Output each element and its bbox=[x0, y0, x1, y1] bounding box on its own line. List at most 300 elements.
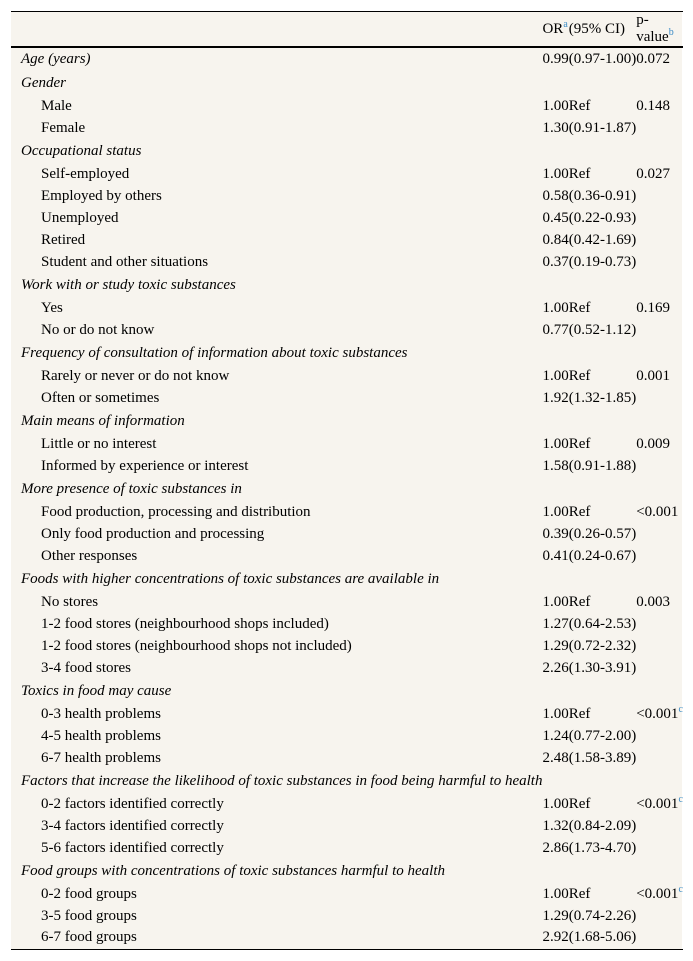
row-ci bbox=[569, 703, 637, 725]
row-ci bbox=[569, 433, 637, 455]
table-row bbox=[11, 883, 683, 905]
row-or bbox=[542, 905, 568, 927]
row-or bbox=[542, 251, 568, 273]
row-ci-text: Ref bbox=[568, 165, 591, 182]
row-pvalue bbox=[636, 163, 683, 185]
row-ci bbox=[569, 635, 637, 657]
row-label bbox=[11, 725, 542, 747]
row-ci-text: Ref bbox=[568, 885, 591, 902]
row-label-text: Retired bbox=[41, 231, 86, 248]
row-ci bbox=[569, 229, 637, 251]
row-label-text: Food production, processing and distribution bbox=[41, 503, 311, 520]
table-row bbox=[11, 163, 683, 185]
table-row bbox=[11, 523, 683, 545]
row-or bbox=[542, 725, 568, 747]
row-label-text: Foods with higher concentrations of toxic substances are available in bbox=[21, 570, 440, 587]
row-label bbox=[11, 207, 542, 229]
row-or-text: 1.92 bbox=[542, 389, 569, 406]
table-row bbox=[11, 545, 683, 567]
row-label bbox=[11, 139, 542, 163]
row-ci-text: (0.91-1.88) bbox=[568, 457, 637, 474]
row-pvalue bbox=[636, 319, 683, 341]
row-or-text: 1.00 bbox=[542, 435, 569, 452]
row-or-text: 1.29 bbox=[542, 907, 569, 924]
row-label bbox=[11, 657, 542, 679]
row-label bbox=[11, 477, 542, 501]
row-ci-text: (0.74-2.26) bbox=[568, 907, 637, 924]
row-pvalue bbox=[636, 387, 683, 409]
row-label bbox=[11, 905, 542, 927]
table-row bbox=[11, 185, 683, 207]
row-label-text: Main means of information bbox=[21, 412, 185, 429]
table-row bbox=[11, 725, 683, 747]
row-ci-text: Ref bbox=[568, 435, 591, 452]
row-pvalue bbox=[636, 409, 683, 433]
row-or bbox=[542, 71, 568, 95]
table-row bbox=[11, 613, 683, 635]
row-or bbox=[542, 319, 568, 341]
row-pvalue-text: <0.001 bbox=[636, 795, 679, 812]
table-row bbox=[11, 657, 683, 679]
row-label-text: Little or no interest bbox=[41, 435, 157, 452]
row-or-text: 1.58 bbox=[542, 457, 569, 474]
row-or bbox=[542, 341, 568, 365]
row-pvalue bbox=[636, 273, 683, 297]
row-label-text: Yes bbox=[41, 299, 63, 316]
row-or bbox=[542, 185, 568, 207]
row-label bbox=[11, 679, 542, 703]
row-label bbox=[11, 251, 542, 273]
row-pvalue bbox=[636, 229, 683, 251]
table-category-row bbox=[11, 409, 683, 433]
row-or bbox=[542, 433, 568, 455]
row-ci bbox=[569, 341, 637, 365]
row-or-text: 1.00 bbox=[542, 299, 569, 316]
row-ci bbox=[569, 163, 637, 185]
row-ci-text: (0.97-1.00) bbox=[568, 51, 637, 67]
row-label-text: 4-5 health problems bbox=[41, 727, 161, 744]
row-or-text: 0.99 bbox=[542, 51, 569, 67]
row-ci-text: Ref bbox=[568, 97, 591, 114]
footnote-b-marker[interactable]: b bbox=[668, 27, 674, 38]
row-or-text: 0.58 bbox=[542, 187, 569, 204]
row-ci bbox=[569, 501, 637, 523]
row-or-text: 2.92 bbox=[542, 929, 569, 946]
row-or-text: 1.27 bbox=[542, 615, 569, 632]
row-label bbox=[11, 297, 542, 319]
table-row bbox=[11, 905, 683, 927]
table-row bbox=[11, 635, 683, 657]
row-pvalue bbox=[636, 185, 683, 207]
row-label-text: Male bbox=[41, 97, 72, 114]
row-pvalue bbox=[636, 341, 683, 365]
row-label bbox=[11, 793, 542, 815]
row-label bbox=[11, 341, 542, 365]
table-row bbox=[11, 365, 683, 387]
row-label bbox=[11, 523, 542, 545]
table-body bbox=[11, 47, 683, 949]
row-ci bbox=[569, 409, 637, 433]
row-label-text: Food groups with concentrations of toxic substances harmful to health bbox=[21, 862, 445, 879]
table-category-row bbox=[11, 273, 683, 297]
row-ci bbox=[569, 95, 637, 117]
row-pvalue bbox=[636, 523, 683, 545]
row-label-text: Frequency of consultation of information about toxic substances bbox=[21, 344, 408, 361]
row-label-text: 0-2 food groups bbox=[41, 885, 137, 902]
row-or bbox=[542, 273, 568, 297]
row-ci-text: Ref bbox=[568, 367, 591, 384]
table-row bbox=[11, 793, 683, 815]
row-ci-text: (0.91-1.87) bbox=[568, 119, 637, 136]
row-or bbox=[542, 657, 568, 679]
row-pvalue bbox=[636, 883, 683, 905]
row-ci bbox=[569, 793, 637, 815]
row-ci bbox=[569, 47, 637, 71]
table-row bbox=[11, 117, 683, 139]
row-pvalue-text: <0.001 bbox=[636, 503, 679, 520]
row-pvalue bbox=[636, 71, 683, 95]
table-category-row bbox=[11, 47, 683, 71]
row-label-text: 3-4 factors identified correctly bbox=[41, 817, 224, 834]
row-label bbox=[11, 769, 542, 793]
table-row bbox=[11, 927, 683, 949]
row-or bbox=[542, 613, 568, 635]
row-label-text: Rarely or never or do not know bbox=[41, 367, 230, 384]
row-ci-text: (1.58-3.89) bbox=[568, 749, 637, 766]
row-or bbox=[542, 793, 568, 815]
row-or bbox=[542, 837, 568, 859]
row-or bbox=[542, 927, 568, 949]
row-label-text: Age (years) bbox=[21, 51, 91, 67]
row-label bbox=[11, 47, 542, 71]
table-category-row bbox=[11, 341, 683, 365]
row-pvalue bbox=[636, 613, 683, 635]
row-or bbox=[542, 207, 568, 229]
row-label bbox=[11, 883, 542, 905]
row-or bbox=[542, 883, 568, 905]
row-or-text: 1.00 bbox=[542, 885, 569, 902]
table-row bbox=[11, 747, 683, 769]
footnote-c-marker[interactable]: c bbox=[678, 793, 683, 805]
row-or bbox=[542, 769, 568, 793]
row-label bbox=[11, 229, 542, 251]
row-label bbox=[11, 185, 542, 207]
row-label bbox=[11, 567, 542, 591]
row-pvalue bbox=[636, 139, 683, 163]
row-ci bbox=[569, 769, 637, 793]
table-category-row bbox=[11, 769, 683, 793]
row-ci bbox=[569, 71, 637, 95]
row-ci bbox=[569, 185, 637, 207]
row-label-text: 6-7 health problems bbox=[41, 749, 161, 766]
row-label bbox=[11, 591, 542, 613]
row-ci-text: (1.68-5.06) bbox=[568, 929, 637, 946]
row-ci-text: (0.26-0.57) bbox=[568, 525, 637, 542]
row-label bbox=[11, 71, 542, 95]
row-ci-text: Ref bbox=[568, 299, 591, 316]
row-or-text: 2.26 bbox=[542, 659, 569, 676]
row-ci bbox=[569, 815, 637, 837]
row-or bbox=[542, 365, 568, 387]
row-label bbox=[11, 501, 542, 523]
row-label-text: Student and other situations bbox=[41, 253, 209, 270]
row-label-text: Factors that increase the likelihood of toxic substances in food being harmful to health bbox=[21, 772, 543, 789]
row-ci-text: (0.52-1.12) bbox=[568, 321, 637, 338]
row-pvalue bbox=[636, 501, 683, 523]
table-row bbox=[11, 319, 683, 341]
table-row bbox=[11, 703, 683, 725]
row-ci bbox=[569, 657, 637, 679]
row-label-text: Often or sometimes bbox=[41, 389, 160, 406]
row-ci bbox=[569, 905, 637, 927]
row-ci-text: (0.72-2.32) bbox=[568, 637, 637, 654]
row-or-text: 2.48 bbox=[542, 749, 569, 766]
row-ci bbox=[569, 455, 637, 477]
results-table-panel bbox=[11, 11, 682, 950]
row-label bbox=[11, 747, 542, 769]
row-pvalue-text: 0.009 bbox=[636, 435, 670, 452]
row-ci-text: Ref bbox=[568, 795, 591, 812]
row-label bbox=[11, 703, 542, 725]
row-or bbox=[542, 409, 568, 433]
row-label bbox=[11, 927, 542, 949]
row-pvalue bbox=[636, 47, 683, 71]
row-ci bbox=[569, 837, 637, 859]
row-or-text: 1.00 bbox=[542, 367, 569, 384]
row-label-text: 6-7 food groups bbox=[41, 929, 137, 946]
row-label-text: Female bbox=[41, 119, 86, 136]
row-or bbox=[542, 567, 568, 591]
row-or-text: 1.30 bbox=[542, 119, 569, 136]
row-label bbox=[11, 635, 542, 657]
row-or bbox=[542, 703, 568, 725]
row-pvalue bbox=[636, 455, 683, 477]
row-pvalue bbox=[636, 905, 683, 927]
row-ci-text: (1.73-4.70) bbox=[568, 839, 637, 856]
row-pvalue bbox=[636, 859, 683, 883]
row-or-text: 0.84 bbox=[542, 231, 569, 248]
row-label-text: Other responses bbox=[41, 547, 138, 564]
table-row bbox=[11, 387, 683, 409]
row-ci bbox=[569, 679, 637, 703]
row-pvalue bbox=[636, 433, 683, 455]
footnote-a-marker[interactable]: a bbox=[563, 18, 568, 30]
row-or-text: 0.77 bbox=[542, 321, 569, 338]
row-label-text: Toxics in food may cause bbox=[21, 682, 172, 699]
row-or-text: 0.39 bbox=[542, 525, 569, 542]
row-or-text: 1.29 bbox=[542, 637, 569, 654]
table-row bbox=[11, 207, 683, 229]
row-pvalue bbox=[636, 837, 683, 859]
row-or-text: 0.45 bbox=[542, 209, 569, 226]
row-pvalue bbox=[636, 365, 683, 387]
table-row bbox=[11, 455, 683, 477]
row-pvalue-text: 0.027 bbox=[636, 165, 670, 182]
row-ci bbox=[569, 725, 637, 747]
row-ci-text: (1.30-3.91) bbox=[568, 659, 637, 676]
row-ci bbox=[569, 207, 637, 229]
header-pvalue bbox=[636, 12, 683, 48]
row-label-text: 3-4 food stores bbox=[41, 659, 131, 676]
footnote-c-marker[interactable]: c bbox=[678, 883, 683, 895]
row-ci-text: (0.22-0.93) bbox=[568, 209, 637, 226]
row-pvalue bbox=[636, 635, 683, 657]
row-ci-text: (0.64-2.53) bbox=[568, 615, 637, 632]
footnote-c-marker[interactable]: c bbox=[678, 703, 683, 715]
row-label-text: 3-5 food groups bbox=[41, 907, 137, 924]
row-or-text: 1.00 bbox=[542, 705, 569, 722]
row-label bbox=[11, 545, 542, 567]
row-ci bbox=[569, 251, 637, 273]
table-category-row bbox=[11, 71, 683, 95]
row-pvalue bbox=[636, 657, 683, 679]
row-pvalue bbox=[636, 747, 683, 769]
row-or bbox=[542, 523, 568, 545]
row-or bbox=[542, 163, 568, 185]
row-ci bbox=[569, 523, 637, 545]
row-ci bbox=[569, 273, 637, 297]
row-pvalue bbox=[636, 545, 683, 567]
row-pvalue-text: <0.001 bbox=[636, 885, 679, 902]
row-label bbox=[11, 815, 542, 837]
row-label-text: Self-employed bbox=[41, 165, 130, 182]
row-ci-text: (0.19-0.73) bbox=[568, 253, 637, 270]
row-ci bbox=[569, 859, 637, 883]
row-ci bbox=[569, 747, 637, 769]
row-label-text: No stores bbox=[41, 593, 99, 610]
row-pvalue bbox=[636, 207, 683, 229]
row-pvalue bbox=[636, 477, 683, 501]
row-or-text: 1.00 bbox=[542, 503, 569, 520]
row-pvalue bbox=[636, 251, 683, 273]
table-category-row bbox=[11, 477, 683, 501]
row-or-text: 1.00 bbox=[542, 795, 569, 812]
row-ci-text: (0.84-2.09) bbox=[568, 817, 637, 834]
row-pvalue bbox=[636, 815, 683, 837]
row-pvalue bbox=[636, 591, 683, 613]
row-or-text: 0.41 bbox=[542, 547, 569, 564]
row-pvalue-text: 0.148 bbox=[636, 97, 670, 114]
row-or-text: 1.00 bbox=[542, 97, 569, 114]
row-label-text: More presence of toxic substances in bbox=[21, 480, 242, 497]
row-label-text: No or do not know bbox=[41, 321, 155, 338]
row-ci-text: Ref bbox=[568, 705, 591, 722]
row-pvalue bbox=[636, 793, 683, 815]
table-category-row bbox=[11, 859, 683, 883]
row-or bbox=[542, 501, 568, 523]
row-pvalue bbox=[636, 117, 683, 139]
row-ci-text: Ref bbox=[568, 593, 591, 610]
row-label bbox=[11, 117, 542, 139]
odds-ratio-table bbox=[11, 11, 683, 950]
row-label-text: 1-2 food stores (neighbourhood shops not included) bbox=[41, 637, 352, 654]
row-ci-text: (0.42-1.69) bbox=[568, 231, 637, 248]
row-label bbox=[11, 859, 542, 883]
row-or bbox=[542, 859, 568, 883]
row-pvalue-text: 0.001 bbox=[636, 367, 670, 384]
table-category-row bbox=[11, 679, 683, 703]
row-ci-text: (0.36-0.91) bbox=[568, 187, 637, 204]
row-or-text: 1.32 bbox=[542, 817, 569, 834]
table-category-row bbox=[11, 567, 683, 591]
row-or-text: 1.24 bbox=[542, 727, 569, 744]
row-or bbox=[542, 477, 568, 501]
row-label bbox=[11, 837, 542, 859]
table-row bbox=[11, 229, 683, 251]
table-row bbox=[11, 837, 683, 859]
row-or bbox=[542, 139, 568, 163]
row-ci bbox=[569, 477, 637, 501]
row-or bbox=[542, 47, 568, 71]
table-row bbox=[11, 95, 683, 117]
row-ci bbox=[569, 613, 637, 635]
row-label bbox=[11, 387, 542, 409]
row-label-text: 5-6 factors identified correctly bbox=[41, 839, 224, 856]
row-ci bbox=[569, 297, 637, 319]
table-row bbox=[11, 433, 683, 455]
row-pvalue-text: 0.169 bbox=[636, 299, 670, 316]
row-label bbox=[11, 365, 542, 387]
row-pvalue bbox=[636, 703, 683, 725]
row-pvalue bbox=[636, 297, 683, 319]
row-pvalue-text: 0.072 bbox=[636, 51, 670, 67]
row-pvalue bbox=[636, 725, 683, 747]
row-or bbox=[542, 635, 568, 657]
table-row bbox=[11, 815, 683, 837]
table-row bbox=[11, 501, 683, 523]
row-label bbox=[11, 95, 542, 117]
row-label-text: Work with or study toxic substances bbox=[21, 276, 236, 293]
row-or-text: 1.00 bbox=[542, 593, 569, 610]
row-pvalue bbox=[636, 95, 683, 117]
row-ci bbox=[569, 545, 637, 567]
row-or bbox=[542, 747, 568, 769]
row-or bbox=[542, 679, 568, 703]
row-label bbox=[11, 409, 542, 433]
row-ci bbox=[569, 319, 637, 341]
row-label-text: Employed by others bbox=[41, 187, 162, 204]
row-ci bbox=[569, 365, 637, 387]
header-or-label: OR bbox=[542, 20, 564, 37]
row-label bbox=[11, 433, 542, 455]
row-ci bbox=[569, 387, 637, 409]
row-label bbox=[11, 319, 542, 341]
row-or-text: 2.86 bbox=[542, 839, 569, 856]
row-ci bbox=[569, 139, 637, 163]
table-category-row bbox=[11, 139, 683, 163]
table-header-row bbox=[11, 12, 683, 48]
row-pvalue bbox=[636, 927, 683, 949]
header-variable bbox=[11, 12, 542, 48]
row-ci bbox=[569, 117, 637, 139]
row-ci-text: (0.77-2.00) bbox=[568, 727, 637, 744]
row-ci bbox=[569, 883, 637, 905]
row-pvalue bbox=[636, 769, 683, 793]
row-label-text: Unemployed bbox=[41, 209, 119, 226]
row-label-text: 0-3 health problems bbox=[41, 705, 161, 722]
row-label bbox=[11, 273, 542, 297]
row-or bbox=[542, 545, 568, 567]
row-label-text: 0-2 factors identified correctly bbox=[41, 795, 224, 812]
row-label bbox=[11, 613, 542, 635]
row-or bbox=[542, 297, 568, 319]
row-pvalue bbox=[636, 567, 683, 591]
row-or bbox=[542, 455, 568, 477]
table-row bbox=[11, 297, 683, 319]
row-or bbox=[542, 387, 568, 409]
row-or-text: 0.37 bbox=[542, 253, 569, 270]
row-label bbox=[11, 455, 542, 477]
